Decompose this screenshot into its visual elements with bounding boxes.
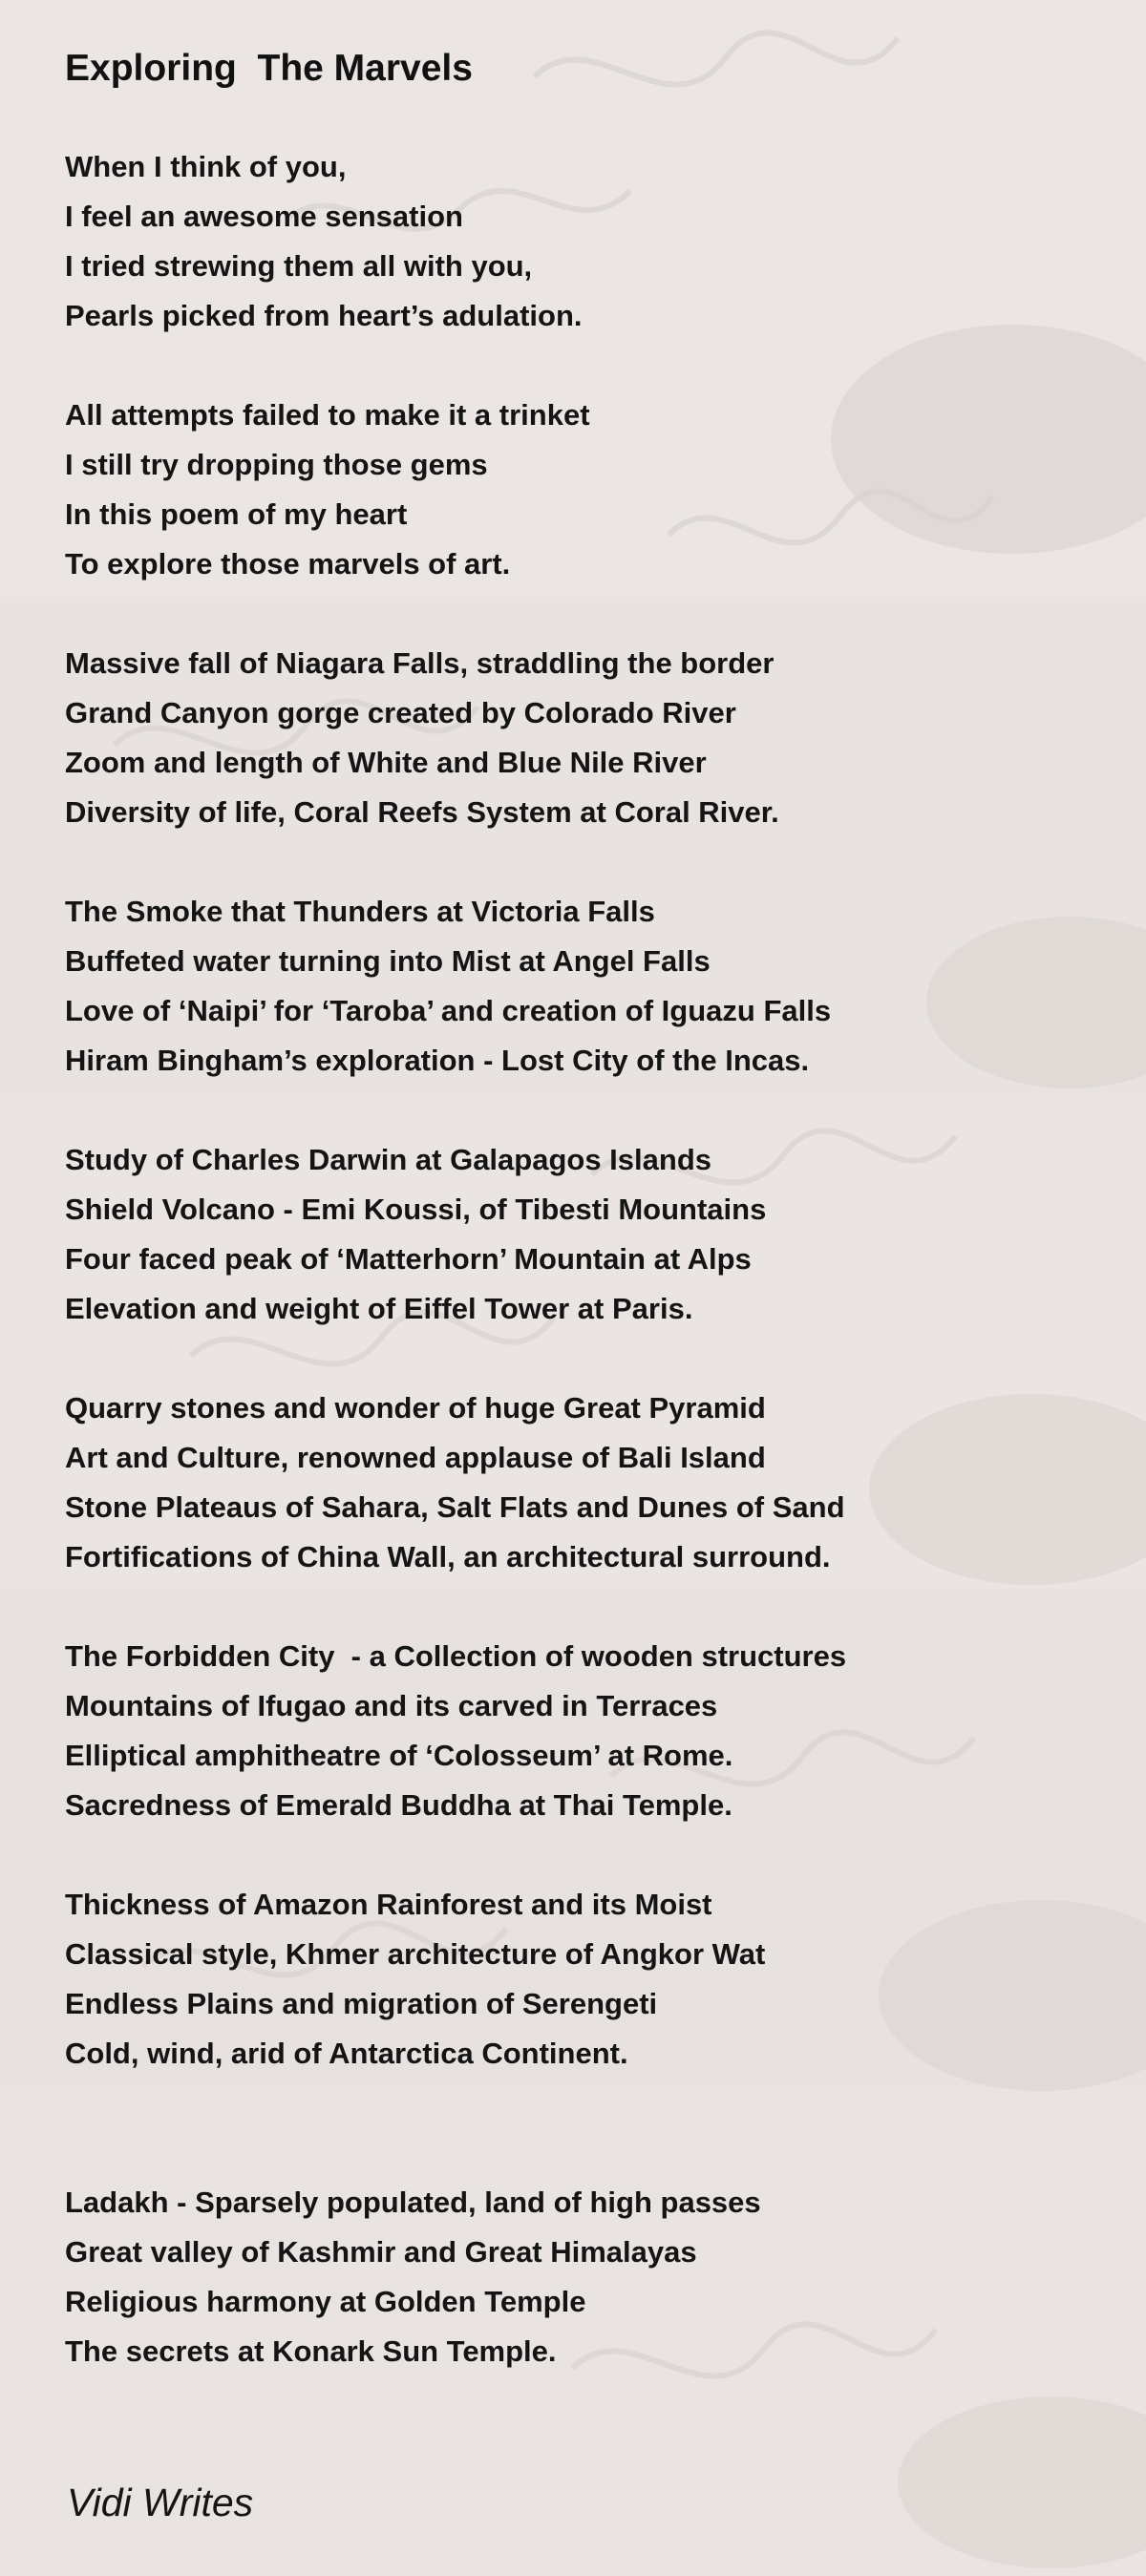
poem-line: Stone Plateaus of Sahara, Salt Flats and Dunes of Sand: [65, 1490, 845, 1524]
poem-line: Grand Canyon gorge created by Colorado River: [65, 696, 736, 729]
poem-line: Pearls picked from heart’s adulation.: [65, 299, 583, 332]
poem-line: To explore those marvels of art.: [65, 547, 511, 581]
poem-line: Quarry stones and wonder of huge Great Pyramid: [65, 1391, 766, 1425]
poem-line: In this poem of my heart: [65, 497, 408, 531]
poem-line: Mountains of Ifugao and its carved in Terraces: [65, 1689, 718, 1722]
poem-line: Love of ‘Naipi’ for ‘Taroba’ and creation of Iguazu Falls: [65, 994, 832, 1027]
poem-line: Elevation and weight of Eiffel Tower at Paris.: [65, 1292, 693, 1325]
poem-line: Fortifications of China Wall, an architectural surround.: [65, 1540, 831, 1573]
poem-line: I tried strewing them all with you,: [65, 249, 533, 283]
poem-line: Sacredness of Emerald Buddha at Thai Temple.: [65, 1788, 732, 1822]
poem-line: Classical style, Khmer architecture of Angkor Wat: [65, 1937, 766, 1971]
poem-line: Diversity of life, Coral Reefs System at Coral River.: [65, 795, 779, 829]
poem-line: Hiram Bingham’s exploration - Lost City of the Incas.: [65, 1044, 810, 1077]
poem-author: Vidi Writes: [67, 2481, 254, 2524]
poem-title: Exploring The Marvels: [65, 48, 473, 89]
poem-line: Religious harmony at Golden Temple: [65, 2285, 586, 2318]
poem-line: I feel an awesome sensation: [65, 200, 463, 233]
poem-line: Massive fall of Niagara Falls, straddling the border: [65, 646, 775, 680]
poem-line: Shield Volcano - Emi Koussi, of Tibesti Mountains: [65, 1193, 767, 1226]
poem-line: Four faced peak of ‘Matterhorn’ Mountain at Alps: [65, 1242, 752, 1276]
poem-line: Art and Culture, renowned applause of Bali Island: [65, 1441, 766, 1474]
poem-line: I still try dropping those gems: [65, 448, 488, 481]
poem-line: Elliptical amphitheatre of ‘Colosseum’ at Rome.: [65, 1739, 733, 1772]
poem-line: Thickness of Amazon Rainforest and its Moist: [65, 1888, 712, 1921]
poem-line: Cold, wind, arid of Antarctica Continent.: [65, 2037, 628, 2070]
poem-line: The secrets at Konark Sun Temple.: [65, 2334, 557, 2368]
poem-line: Buffeted water turning into Mist at Angel Falls: [65, 944, 711, 978]
poem-line: When I think of you,: [65, 150, 347, 183]
poem-line: Endless Plains and migration of Serengeti: [65, 1987, 658, 2020]
poem-line: Study of Charles Darwin at Galapagos Islands: [65, 1143, 712, 1176]
poem-line: Ladakh - Sparsely populated, land of high passes: [65, 2185, 761, 2219]
poem-line: The Smoke that Thunders at Victoria Falls: [65, 895, 655, 928]
poem-line: Zoom and length of White and Blue Nile River: [65, 746, 707, 779]
poem-line: The Forbidden City - a Collection of wooden structures: [65, 1639, 847, 1673]
poem-line: All attempts failed to make it a trinket: [65, 398, 590, 432]
poem-line: Great valley of Kashmir and Great Himalayas: [65, 2235, 697, 2269]
